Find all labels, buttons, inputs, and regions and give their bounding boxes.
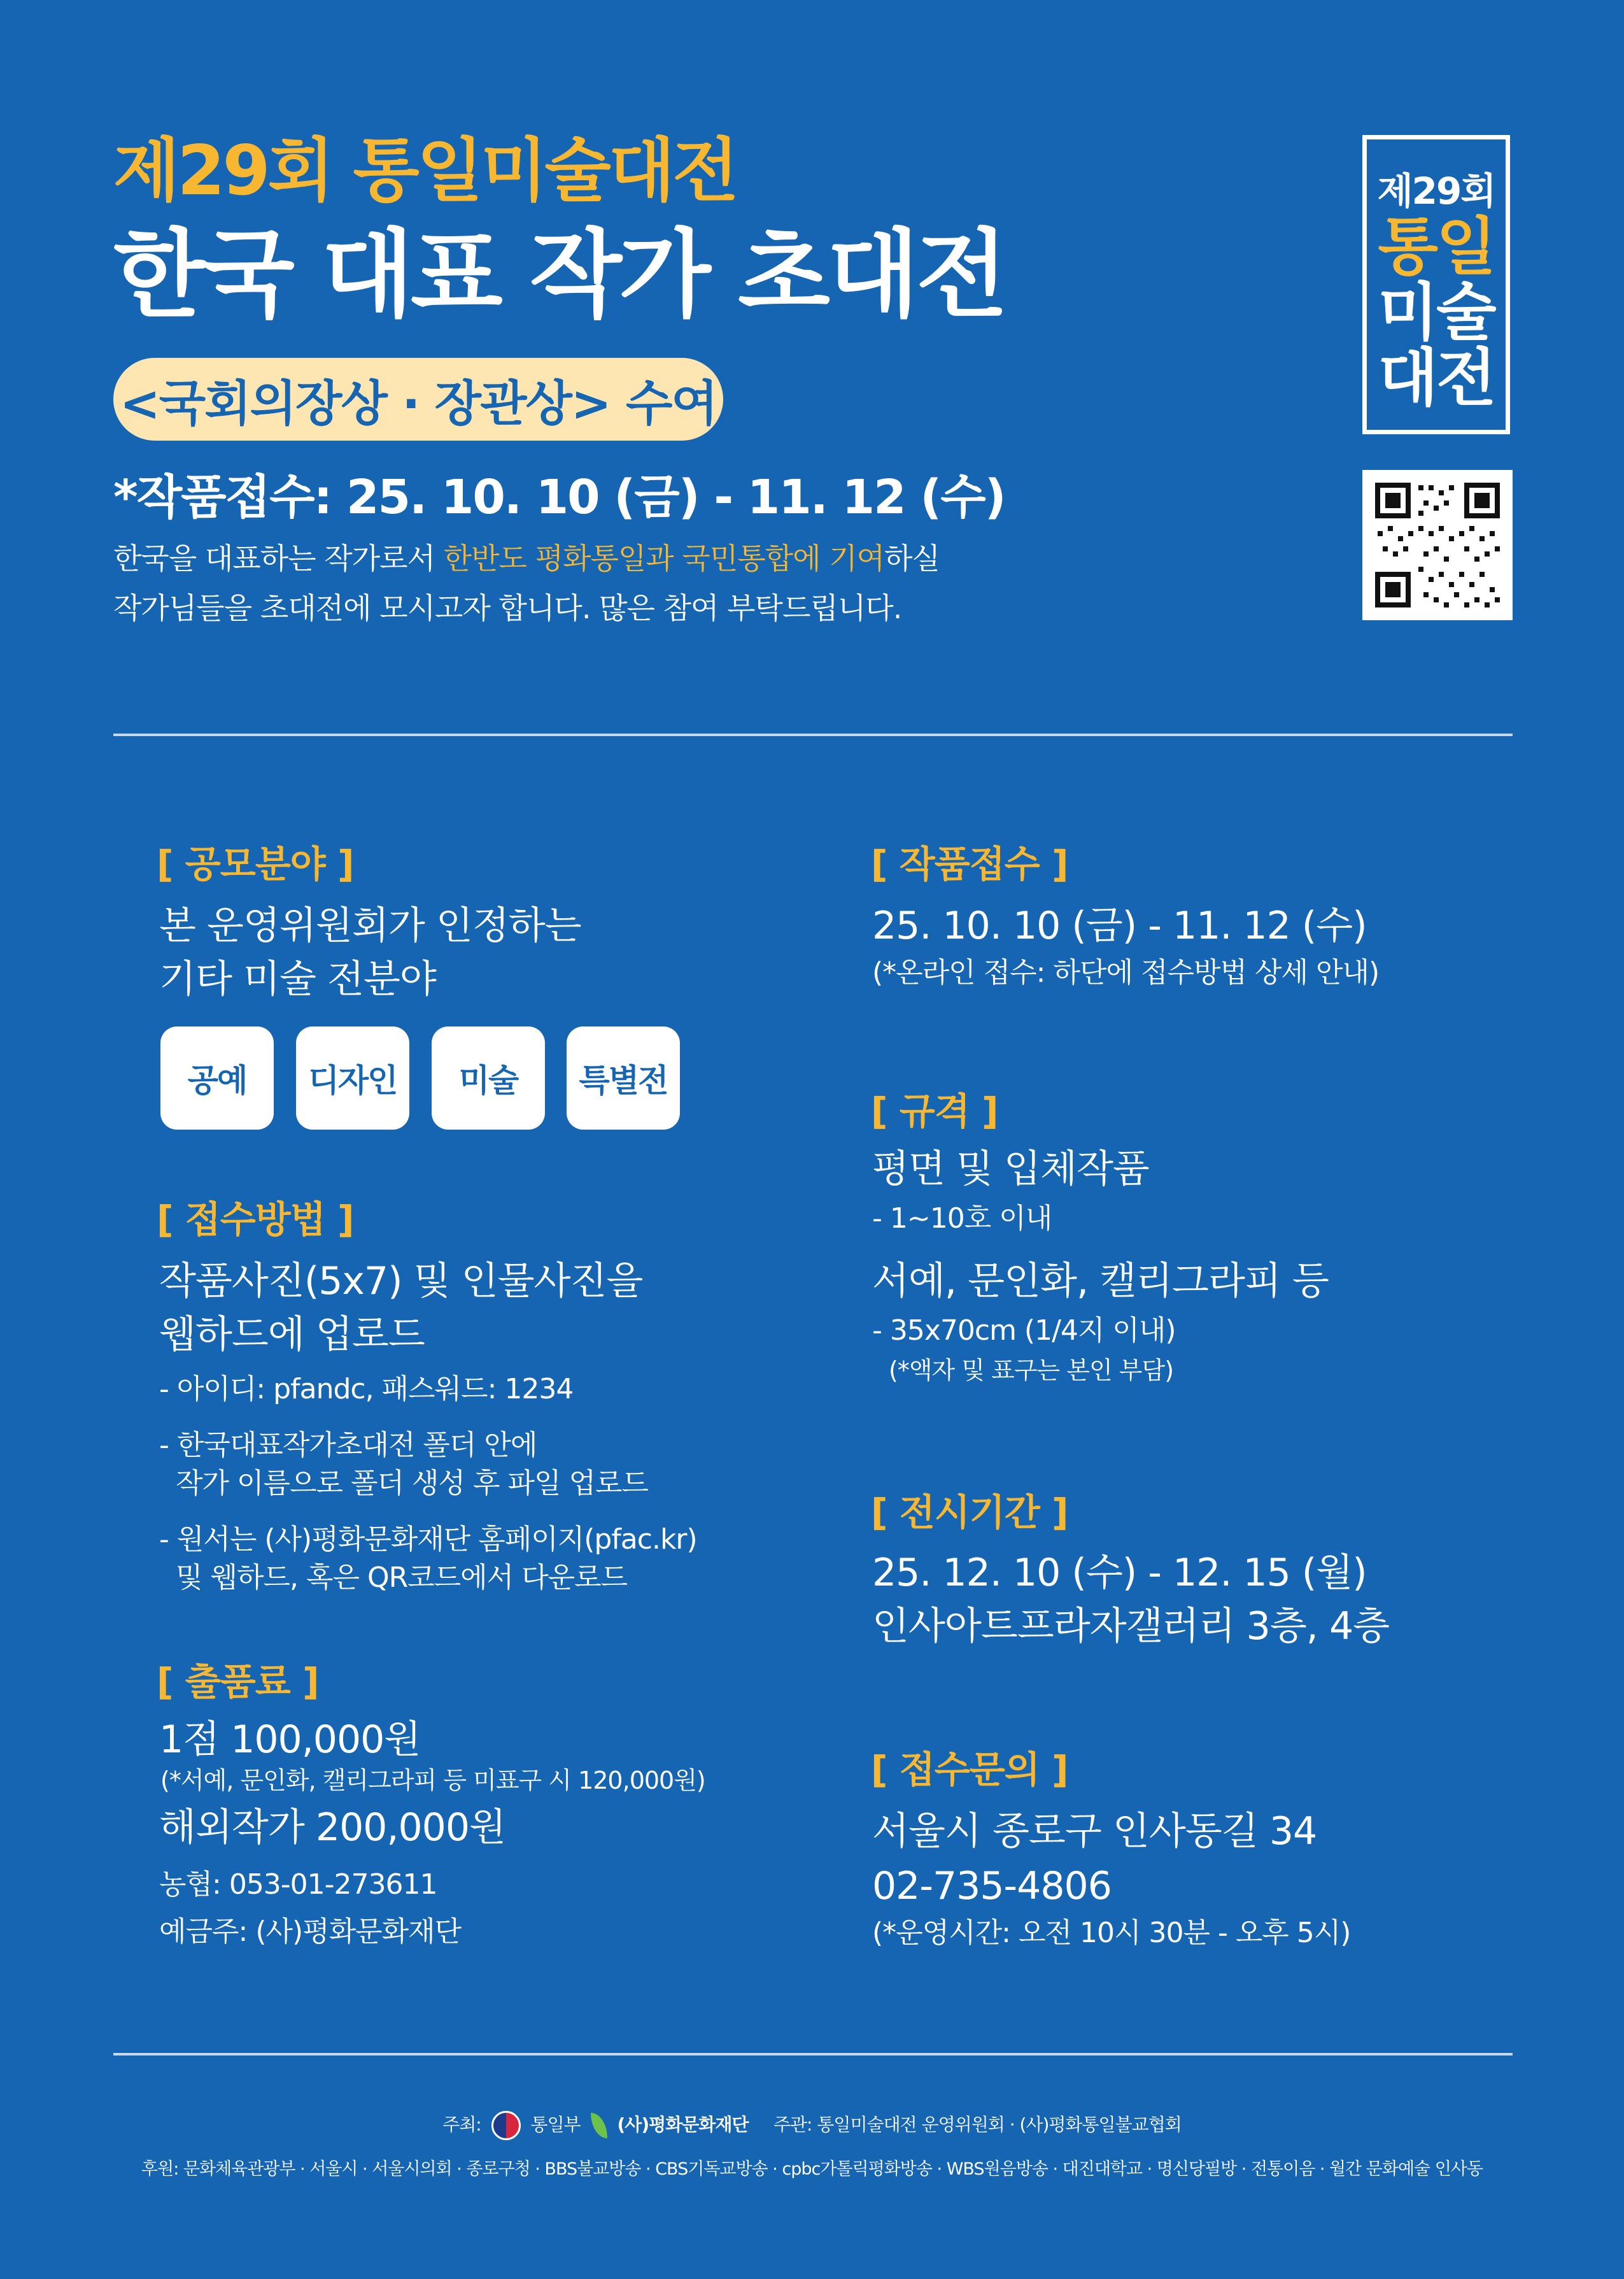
method-line2: 웹하드에 업로드	[159, 1312, 425, 1357]
intro-line2: 작가님들을 초대전에 모시고자 합니다. 많은 참여 부탁드립니다.	[113, 591, 902, 625]
host1: 통일부	[530, 2114, 581, 2135]
method-item2a: - 한국대표작가초대전 폴더 안에	[159, 1429, 537, 1461]
footer-sponsors: 후원: 문화체육관광부 · 서울시 · 서울시의회 · 종로구청 · BBS불교방송 · CBS기독교방송 · cpbc가톨릭평화방송 · WBS원음방송 · 대진대학교 · 명신당필방 · 전통이음 · 월간 문화예술 인사동	[141, 2159, 1483, 2179]
category-chip-design: 디자인	[296, 1026, 409, 1130]
fee-holder: 예금주: (사)평화문화재단	[159, 1915, 462, 1948]
method-item3a: - 원서는 (사)평화문화재단 홈페이지(pfac.kr)	[159, 1523, 697, 1556]
host-label: 주최:	[442, 2114, 481, 2135]
spec-line1: 평면 및 입체작품	[872, 1147, 1149, 1191]
leaf-logo-icon	[591, 2113, 607, 2138]
event-edition-title: 제29회 통일미술대전	[113, 131, 737, 211]
category-chip-art: 미술	[432, 1026, 545, 1130]
spec-sub2: - 35x70cm (1/4지 이내)	[872, 1314, 1176, 1347]
fee-line2: 해외작가 200,000원	[159, 1805, 505, 1850]
method-item2b: 작가 이름으로 폴더 생성 후 파일 업로드	[159, 1467, 648, 1500]
submission-dates: 25. 10. 10 (금) - 11. 12 (수)	[872, 904, 1367, 948]
exhibition-venue: 인사아트프라자갤러리 3층, 4층	[872, 1604, 1390, 1649]
intro-text	[113, 534, 940, 633]
spec-heading: [ 규격 ]	[871, 1090, 998, 1133]
host2: (사)평화문화재단	[617, 2114, 749, 2135]
top-divider	[113, 734, 1513, 736]
exhibition-heading: [ 전시기간 ]	[871, 1491, 1068, 1534]
intro-text-a: 한국을 대표하는 작가로서	[113, 541, 444, 576]
spec-sub1: - 1~10호 이내	[872, 1202, 1052, 1235]
submission-note: (*온라인 접수: 하단에 접수방법 상세 안내)	[872, 956, 1380, 989]
categories-line2: 기타 미술 전분야	[159, 957, 436, 1002]
footer-hosts	[0, 2111, 1624, 2140]
contact-heading: [ 접수문의 ]	[871, 1748, 1068, 1791]
award-pill: <국회의장상 · 장관상> 수여	[113, 358, 723, 441]
fee-note: (*서예, 문인화, 캘리그라피 등 미표구 시 120,000원)	[160, 1766, 705, 1794]
contact-address: 서울시 종로구 인사동길 34	[872, 1809, 1317, 1854]
organizer: 주관: 통일미술대전 운영위원회 · (사)평화통일불교협회	[773, 2114, 1182, 2135]
badge-line3: 대전	[1378, 341, 1495, 415]
method-item1: - 아이디: pfandc, 패스워드: 1234	[159, 1373, 574, 1405]
exhibition-dates: 25. 12. 10 (수) - 12. 15 (월)	[872, 1551, 1367, 1595]
event-main-title: 한국 대표 작가 초대전	[113, 220, 1005, 330]
method-item3b: 및 웹하드, 혹은 QR코드에서 다운로드	[159, 1561, 628, 1594]
spec-line2: 서예, 문인화, 캘리그라피 등	[872, 1259, 1329, 1303]
categories-line1: 본 운영위원회가 인정하는	[159, 904, 581, 948]
event-badge	[1362, 135, 1510, 434]
contact-phone: 02-735-4806	[872, 1864, 1112, 1908]
submission-deadline: *작품접수: 25. 10. 10 (금) - 11. 12 (수)	[113, 470, 1005, 525]
method-text	[159, 1254, 642, 1361]
badge-line2: 미술	[1378, 276, 1495, 349]
method-line1: 작품사진(5x7) 및 인물사진을	[159, 1259, 643, 1303]
categories-heading: [ 공모분야 ]	[157, 842, 354, 886]
intro-text-b: 하실	[884, 541, 940, 576]
submission-heading: [ 작품접수 ]	[871, 842, 1068, 886]
fee-heading: [ 출품료 ]	[157, 1660, 319, 1703]
government-emblem-icon	[491, 2111, 521, 2140]
badge-line1: 통일	[1378, 211, 1495, 283]
bottom-divider	[113, 2053, 1513, 2055]
qr-code-icon[interactable]	[1362, 470, 1513, 620]
category-chip-special: 특별전	[567, 1026, 680, 1130]
badge-edition: 제29회	[1377, 169, 1495, 213]
intro-highlight: 한반도 평화통일과 국민통합에 기여	[443, 541, 885, 576]
method-heading: [ 접수방법 ]	[157, 1198, 354, 1241]
method-details	[159, 1370, 697, 1597]
category-chip-craft: 공예	[160, 1026, 274, 1130]
spec-note: (*액자 및 표구는 본인 부담)	[889, 1356, 1174, 1384]
fee-line1: 1점 100,000원	[159, 1717, 421, 1762]
contact-hours: (*운영시간: 오전 10시 30분 - 오후 5시)	[872, 1917, 1351, 1949]
fee-bank: 농협: 053-01-273611	[159, 1868, 437, 1901]
categories-text	[159, 899, 581, 1006]
